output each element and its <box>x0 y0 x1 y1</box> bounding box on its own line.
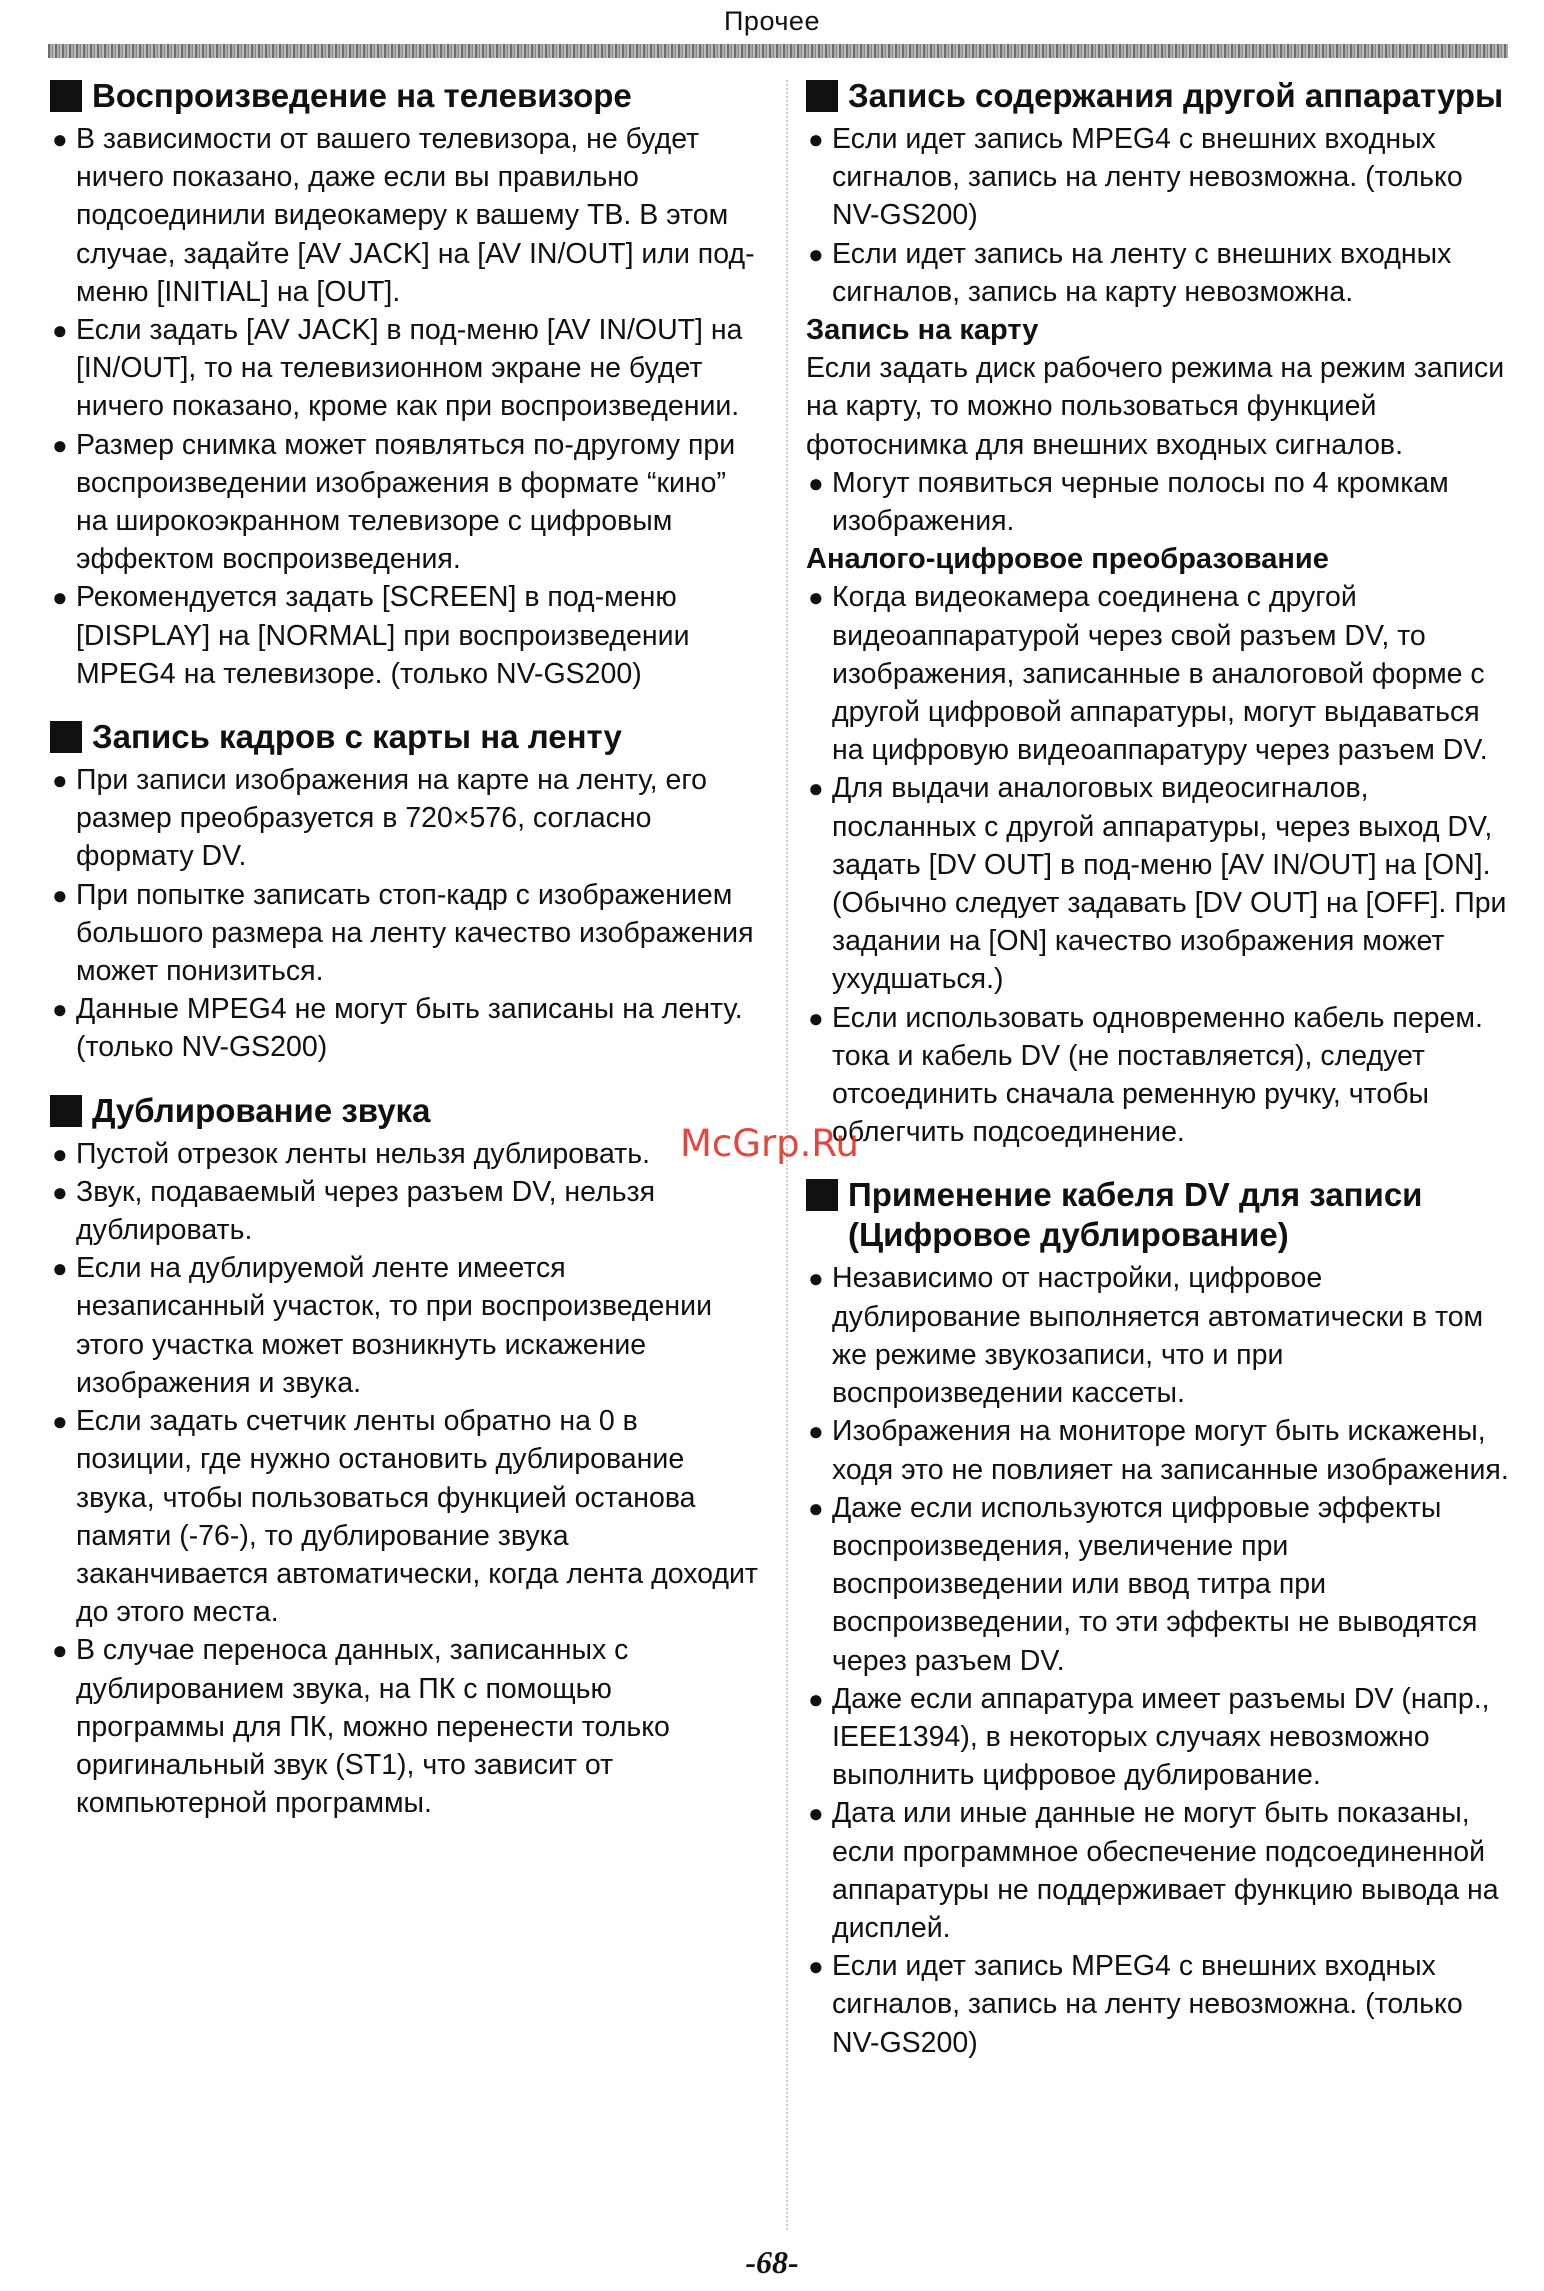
section-heading <box>50 1091 760 1131</box>
bullet-text: Если идет запись MPEG4 с внешних входных сигналов, запись на ленту невозможна. (только NV-GS200) <box>832 1950 1463 2059</box>
section-title: Воспроизведение на телевизоре <box>92 77 632 114</box>
bullet-text: Могут появиться черные полосы по 4 кромкам изображения. <box>832 466 1449 538</box>
bullet-text: Рекомендуется задать [SCREEN] в под-меню [DISPLAY] на [NORMAL] при воспроизведении MPEG4 на телевизоре. (только NV-GS200) <box>76 581 690 690</box>
bullet-list <box>806 578 1518 1151</box>
bullet-item <box>806 1680 1518 1795</box>
bullet-dot-icon: ● <box>52 429 68 460</box>
section-square-icon <box>50 80 82 112</box>
bullet-item <box>806 1259 1518 1412</box>
bullet-text: Если использовать одновременно кабель перем. тока и кабель DV (не поставляется), следует отсоединить сначала ременную ручку, чтобы облегчить подсоединение. <box>832 1001 1483 1149</box>
bullet-text: Если задать [AV JACK] в под-меню [AV IN/OUT] на [IN/OUT], то на телевизионном экране не будет ничего показано, кроме как при воспроизведении. <box>76 314 743 423</box>
bullet-dot-icon: ● <box>52 582 68 613</box>
bullet-dot-icon: ● <box>52 765 68 796</box>
bullet-dot-icon: ● <box>52 124 68 154</box>
bullet-text: При попытке записать стоп-кадр с изображением большого размера на ленту качество изображения может понизиться. <box>76 878 754 988</box>
bullet-text: Звук, подаваемый через разъем DV, нельзя дублировать. <box>76 1175 656 1247</box>
bullet-dot-icon: ● <box>52 1406 68 1437</box>
bullet-text: Дата или иные данные не могут быть показаны, если программное обеспечение подсоединенной аппаратуры не поддерживает функцию вывода на дисплей. <box>832 1797 1499 1944</box>
bullet-text: Если на дублируемой ленте имеется незаписанный участок, то при воспроизведении этого участка может возникнуть искажение изображения и звука. <box>76 1252 712 1399</box>
header-decorative-band <box>48 44 1508 58</box>
page-header-title: Прочее <box>724 6 820 36</box>
section-square-icon <box>806 80 838 112</box>
bullet-text: Независимо от настройки, цифровое дублирование выполняется автоматически в том же режиме звукозаписи, что и при воспроизведении кассеты. <box>832 1262 1484 1410</box>
bullet-text: Если задать счетчик ленты обратно на 0 в позиции, где нужно остановить дублирование звука, чтобы пользоваться функцией останова памяти (-76-), то дублирование звука заканчивается автоматически, когда лента доходит до этого места. <box>76 1405 758 1629</box>
bullet-item <box>50 120 760 311</box>
bullet-item <box>806 1947 1518 2062</box>
bullet-dot-icon: ● <box>52 1176 68 1207</box>
bullet-item <box>806 235 1518 311</box>
bullet-text: Для выдачи аналоговых видеосигналов, посланных с другой аппаратуры, через выход DV, задать [DV OUT] в под-меню [AV IN/OUT] на [ON]. (Обычно следует задавать [DV OUT] на [OFF]. При задании на [ON] качество изображения может ухудшаться.) <box>832 772 1507 996</box>
bullet-item <box>50 990 760 1066</box>
bullet-text: Изображения на мониторе могут быть искажены, ходя это не повлияет на записанные изображения. <box>832 1415 1509 1486</box>
section-square-icon <box>50 1095 82 1127</box>
section-title: Запись содержания другой аппаратуры <box>848 77 1504 114</box>
watermark-text: McGrp.Ru <box>680 1122 859 1165</box>
bullet-dot-icon: ● <box>808 1492 824 1523</box>
section-title: Запись кадров с карты на ленту <box>92 718 622 756</box>
bullet-dot-icon: ● <box>52 1138 68 1169</box>
bullet-text: В зависимости от вашего телевизора, не будет ничего показано, даже если вы правильно подсоединили видеокамеру к вашему ТВ. В этом случае, задайте [AV JACK] на [AV IN/OUT] или под-меню [INITIAL] на [OUT]. <box>76 123 755 308</box>
section-heading <box>806 1175 1518 1255</box>
section-heading <box>50 717 760 757</box>
section-recording-other-equipment <box>806 76 1518 1151</box>
bullet-dot-icon: ● <box>808 1798 824 1829</box>
bullet-item <box>50 1173 760 1249</box>
bullet-dot-icon: ● <box>808 238 824 269</box>
bullet-item <box>50 1402 760 1631</box>
bullet-item <box>806 1412 1518 1488</box>
section-heading <box>50 76 760 116</box>
bullet-item <box>806 1794 1518 1947</box>
bullet-dot-icon: ● <box>808 582 824 613</box>
paragraph-card-recording: Если задать диск рабочего режима на режим записи на карту, то можно пользоваться функцией фотоснимка для внешних входных сигналов. <box>806 352 1505 461</box>
bullet-dot-icon: ● <box>808 124 824 154</box>
right-column <box>806 76 1518 2086</box>
bullet-item <box>50 578 760 693</box>
bullet-item <box>50 426 760 579</box>
bullet-item <box>50 876 760 991</box>
bullet-item <box>806 1489 1518 1680</box>
bullet-text: В случае переноса данных, записанных с дублированием звука, на ПК с помощью программы для ПК, можно перенести только оригинальный звук (ST1), что зависит от компьютерной программы. <box>76 1634 670 1820</box>
bullet-item <box>50 1631 760 1822</box>
bullet-text: Когда видеокамера соединена с другой видеоаппаратурой через свой разъем DV, то изображения, записанные в аналоговой форме с другой цифровой аппаратуры, могут выдаваться на цифровую видеоаппаратуру через разъем DV. <box>832 581 1488 767</box>
bullet-item <box>50 1135 760 1173</box>
section-heading <box>806 76 1518 116</box>
bullet-item <box>50 1249 760 1402</box>
bullet-list <box>806 120 1518 311</box>
bullet-item <box>806 999 1518 1152</box>
bullet-text: Даже если аппаратура имеет разъемы DV (напр., IEEE1394), в некоторых случаях невозможно выполнить цифровое дублирование. <box>832 1682 1490 1792</box>
bullet-item <box>50 311 760 426</box>
bullet-dot-icon: ● <box>808 1683 824 1714</box>
bullet-item <box>806 578 1518 769</box>
bullet-item <box>806 120 1518 235</box>
page-number: -68- <box>745 2244 799 2280</box>
bullet-dot-icon: ● <box>52 879 68 910</box>
section-tv-playback <box>50 76 760 693</box>
bullet-list <box>806 1259 1518 2061</box>
section-title: Применение кабеля DV для записи (Цифровое дублирование) <box>848 1176 1423 1254</box>
section-square-icon <box>50 721 82 753</box>
bullet-item <box>806 769 1518 998</box>
bullet-list <box>806 464 1518 540</box>
subheading-card-recording: Запись на карту <box>806 314 1039 347</box>
bullet-list <box>50 120 760 693</box>
bullet-text: При записи изображения на карте на ленту, его размер преобразуется в 720×576, согласно формату DV. <box>76 764 707 873</box>
bullet-dot-icon: ● <box>52 994 68 1025</box>
bullet-text: Данные MPEG4 не могут быть записаны на ленту. (только NV-GS200) <box>76 993 743 1064</box>
bullet-dot-icon: ● <box>52 1635 68 1666</box>
bullet-text: Размер снимка может появляться по-другому при воспроизведении изображения в формате “кино” на широкоэкранном телевизоре с цифровым эффектом воспроизведения. <box>76 428 736 576</box>
bullet-list <box>50 1135 760 1823</box>
bullet-dot-icon: ● <box>808 1263 824 1294</box>
bullet-dot-icon: ● <box>808 1951 824 1982</box>
section-title: Дублирование звука <box>92 1091 431 1129</box>
bullet-text: Если идет запись MPEG4 с внешних входных сигналов, запись на ленту невозможна. (только NV-GS200) <box>832 123 1463 232</box>
bullet-dot-icon: ● <box>808 1002 824 1033</box>
section-square-icon <box>806 1179 838 1211</box>
section-dv-cable-dubbing <box>806 1175 1518 2061</box>
section-card-to-tape <box>50 717 760 1067</box>
bullet-text: Пустой отрезок ленты нельзя дублировать. <box>76 1137 650 1170</box>
bullet-dot-icon: ● <box>808 467 824 498</box>
subheading-analog-digital: Аналого-цифровое преобразование <box>806 543 1329 576</box>
section-audio-dubbing <box>50 1091 760 1823</box>
bullet-dot-icon: ● <box>808 1416 824 1447</box>
bullet-item <box>50 761 760 876</box>
bullet-dot-icon: ● <box>52 315 68 346</box>
bullet-item <box>806 464 1518 540</box>
left-column <box>50 76 760 1846</box>
bullet-text: Даже если используются цифровые эффекты воспроизведения, увеличение при воспроизведении или ввод титра при воспроизведении, то эти эффекты не выводятся через разъем DV. <box>832 1491 1478 1677</box>
bullet-dot-icon: ● <box>808 773 824 804</box>
bullet-list <box>50 761 760 1067</box>
bullet-dot-icon: ● <box>52 1253 68 1284</box>
bullet-text: Если идет запись на ленту с внешних входных сигналов, запись на карту невозможна. <box>832 237 1452 308</box>
